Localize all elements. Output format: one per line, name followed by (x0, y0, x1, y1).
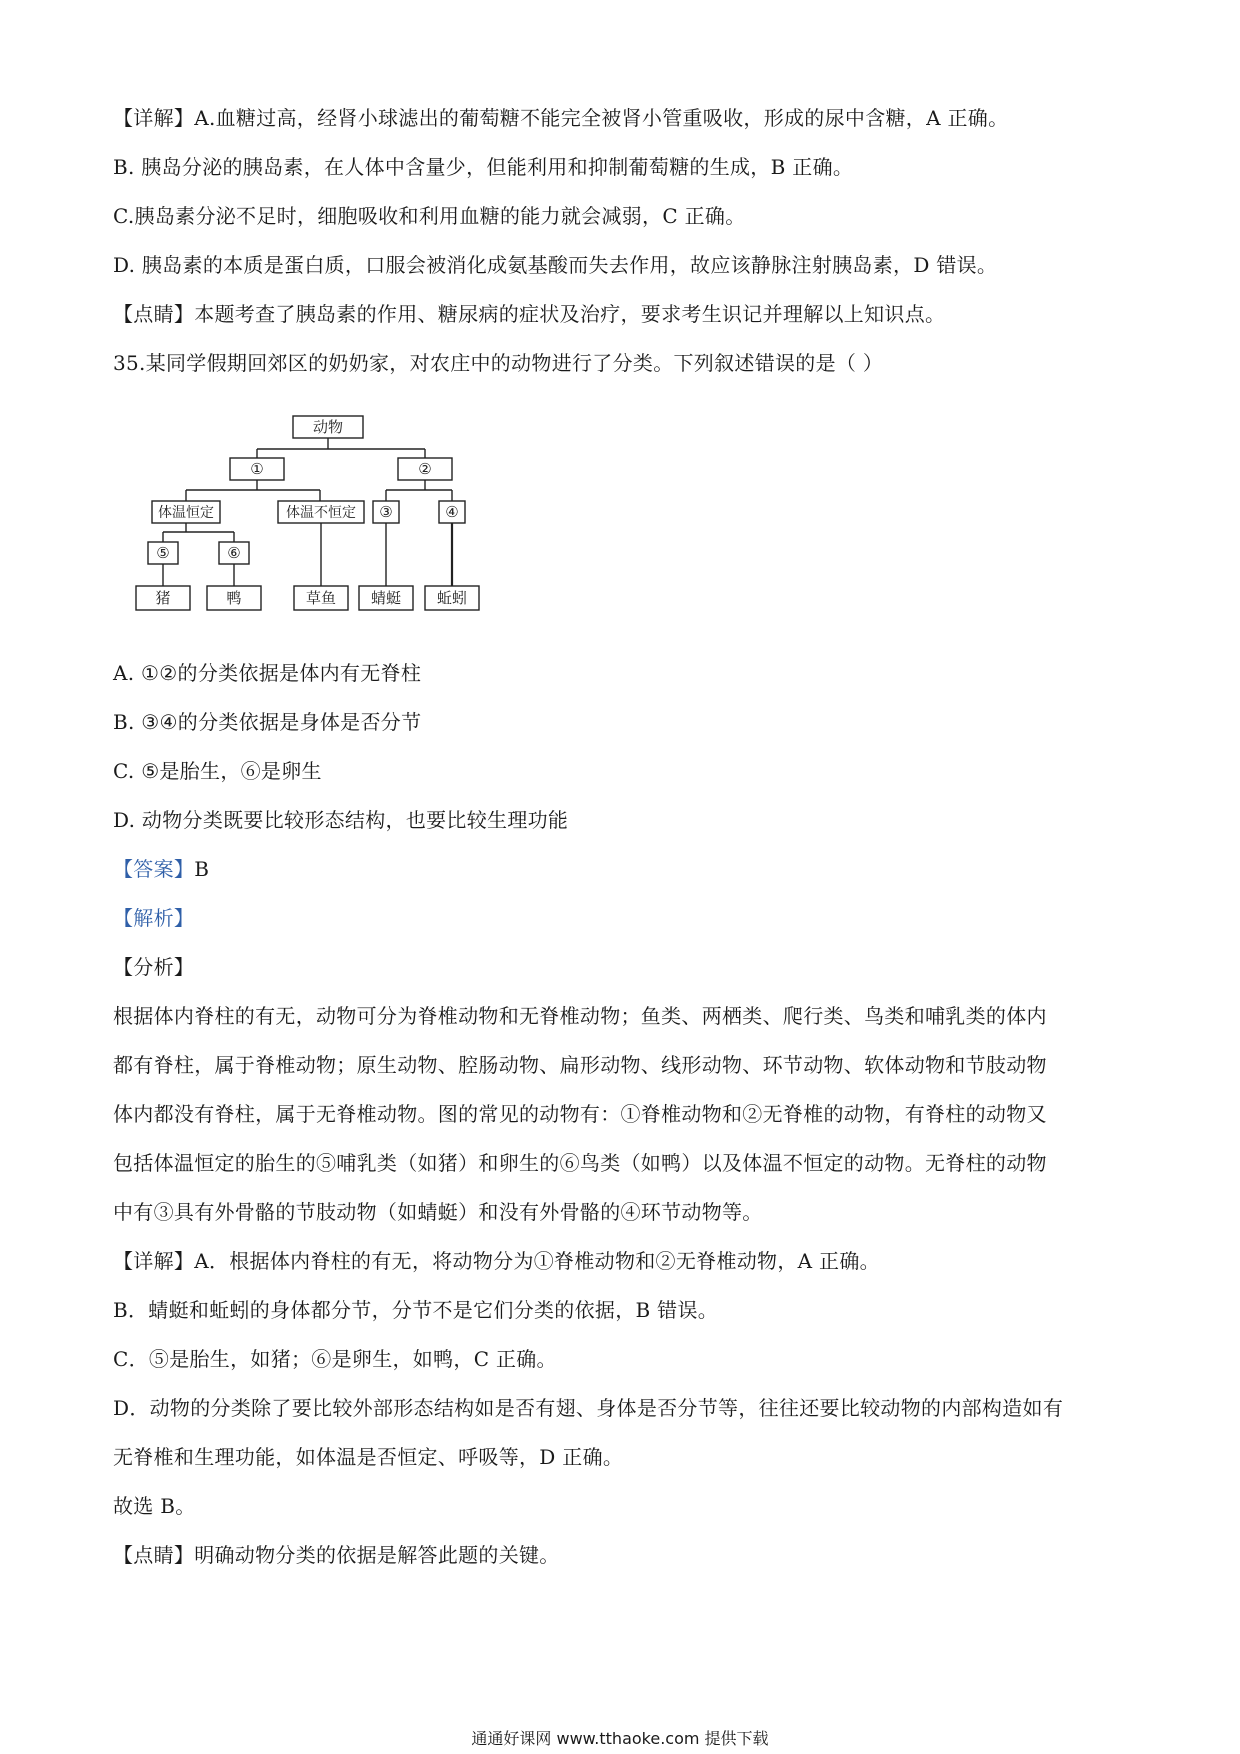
leaf-duck-label: 鸭 (226, 590, 242, 607)
detail-c: C．⑤是胎生，如猪；⑥是卵生，如鸭，C 正确。 (113, 1347, 557, 1371)
prev-comment: 【点睛】本题考查了胰岛素的作用、糖尿病的症状及治疗，要求考生识记并理解以上知识点。 (113, 302, 946, 326)
answer-value: B (194, 857, 210, 881)
option-a: A. ①②的分类依据是体内有无脊柱 (113, 661, 422, 685)
leaf-dragonfly-label: 蜻蜓 (370, 590, 402, 607)
notwarm-label: 体温不恒定 (286, 504, 356, 520)
prev-detail-a: 【详解】A.血糖过高，经肾小球滤出的葡萄糖不能完全被肾小管重吸收，形成的尿中含糖，A 正确。 (113, 106, 1009, 130)
prev-detail-b: B. 胰岛分泌的胰岛素，在人体中含量少，但能利用和抑制葡萄糖的生成，B 正确。 (113, 155, 854, 179)
answer-label: 【答案】 (113, 857, 195, 881)
option-b: B. ③④的分类依据是身体是否分节 (113, 710, 422, 734)
node-1-label: ① (250, 461, 264, 478)
detail-d-1: D．动物的分类除了要比较外部形态结构如是否有翅、身体是否分节等，往往还要比较动物的内部构造如有 (113, 1396, 1064, 1420)
answer-line (113, 854, 1133, 884)
leaf-earthworm-label: 蚯蚓 (436, 590, 468, 607)
option-c: C. ⑤是胎生，⑥是卵生 (113, 759, 322, 783)
fenxi-line-4: 包括体温恒定的胎生的⑤哺乳类（如猪）和卵生的⑥鸟类（如鸭）以及体温不恒定的动物。无脊柱的动物 (113, 1151, 1047, 1175)
warm-label: 体温恒定 (158, 504, 214, 520)
fenxi-line-2: 都有脊柱，属于脊椎动物；原生动物、腔肠动物、扁形动物、线形动物、环节动物、软体动物和节肢动物 (113, 1053, 1047, 1077)
detail-d-2: 无脊椎和生理功能，如体温是否恒定、呼吸等，D 正确。 (113, 1445, 624, 1469)
fenxi-line-3: 体内都没有脊柱，属于无脊椎动物。图的常见的动物有：①脊椎动物和②无脊椎的动物，有脊柱的动物又 (113, 1102, 1047, 1126)
prev-detail-c: C.胰岛素分泌不足时，细胞吸收和利用血糖的能力就会减弱，C 正确。 (113, 204, 746, 228)
fenxi-label: 【分析】 (113, 955, 195, 979)
analysis-label: 【解析】 (113, 906, 195, 930)
leaf-pig-label: 猪 (155, 590, 171, 607)
option-d: D. 动物分类既要比较形态结构，也要比较生理功能 (113, 808, 569, 832)
page-footer: 通通好课网 www.tthaoke.com 提供下载 (471, 1729, 769, 1748)
final-comment: 【点睛】明确动物分类的依据是解答此题的关键。 (113, 1543, 560, 1567)
fenxi-line-1: 根据体内脊柱的有无，动物可分为脊椎动物和无脊椎动物；鱼类、两栖类、爬行类、鸟类和哺乳类的体内 (113, 1004, 1047, 1028)
prev-detail-d: D. 胰岛素的本质是蛋白质，口服会被消化成氨基酸而失去作用，故应该静脉注射胰岛素，D 错误。 (113, 253, 998, 277)
detail-b: B．蜻蜓和蚯蚓的身体都分节，分节不是它们分类的依据，B 错误。 (113, 1298, 719, 1322)
node-5-label: ⑤ (156, 545, 170, 562)
detail-label: 【详解】 (113, 1249, 195, 1273)
prev-detail-label: 【详解】 (113, 106, 195, 130)
conclusion: 故选 B。 (113, 1494, 196, 1518)
node-4-label: ④ (445, 504, 459, 521)
question-stem: 35.某同学假期回郊区的奶奶家，对农庄中的动物进行了分类。下列叙述错误的是（ ） (113, 351, 884, 375)
classification-diagram (130, 410, 510, 625)
node-6-label: ⑥ (227, 545, 241, 562)
leaf-carp-label: 草鱼 (305, 590, 337, 607)
node-2-label: ② (418, 461, 432, 478)
fenxi-line-5: 中有③具有外骨骼的节肢动物（如蜻蜓）和没有外骨骼的④环节动物等。 (113, 1200, 763, 1224)
node-3-label: ③ (379, 504, 393, 521)
detail-a: 【详解】A．根据体内脊柱的有无，将动物分为①脊椎动物和②无脊椎动物，A 正确。 (113, 1249, 880, 1273)
root-label: 动物 (312, 419, 344, 436)
